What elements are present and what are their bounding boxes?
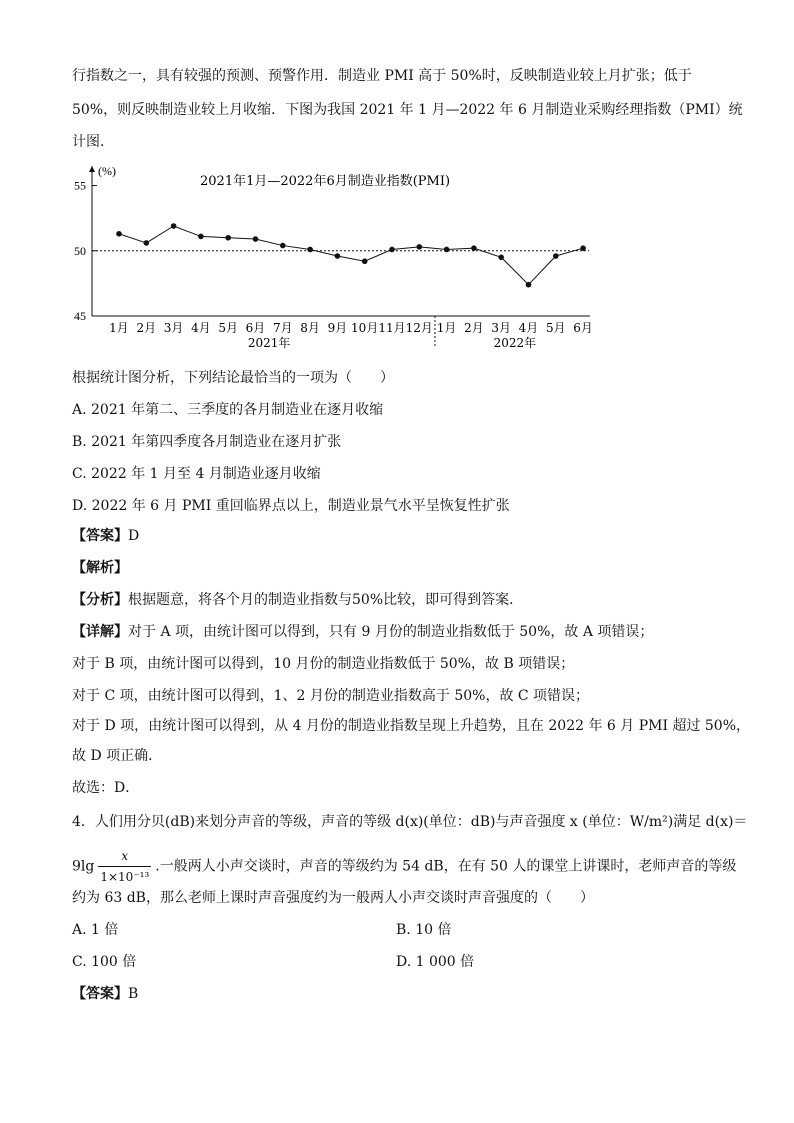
answer-value-4: B bbox=[128, 986, 139, 1002]
data-point bbox=[362, 258, 368, 264]
data-point bbox=[526, 282, 532, 288]
data-point bbox=[198, 234, 204, 240]
data-point bbox=[444, 247, 450, 253]
x-tick-label: 4月 bbox=[518, 321, 539, 335]
stem2-pre: 9lg bbox=[72, 858, 95, 875]
x-tick-label: 6月 bbox=[245, 321, 266, 335]
pmi-line-chart bbox=[60, 158, 600, 358]
question3-option-a: A. 2021 年第二、三季度的各月制造业在逐月收缩 bbox=[72, 402, 384, 418]
x-tick-label: 8月 bbox=[300, 321, 320, 335]
x-tick-label: 6月 bbox=[573, 321, 593, 335]
answer-tag: 【答案】 bbox=[72, 528, 128, 544]
data-point bbox=[171, 223, 177, 229]
data-point bbox=[417, 244, 423, 250]
question3-answer bbox=[72, 526, 139, 546]
data-point bbox=[225, 235, 231, 241]
x-tick-label: 5月 bbox=[218, 321, 239, 335]
y-tick-label: 55 bbox=[74, 178, 86, 193]
y-axis-arrow bbox=[89, 166, 95, 172]
fenxi-tag: 【分析】 bbox=[72, 592, 128, 608]
data-point bbox=[335, 253, 341, 259]
data-point bbox=[307, 247, 313, 253]
xiangjie-text-1: 对于 A 项，由统计图可以得到，只有 9 月份的制造业指数低于 50%，故 A 项错误； bbox=[128, 624, 654, 640]
x-tick-label: 9月 bbox=[327, 321, 348, 335]
fenxi-text: 根据题意，将各个月的制造业指数与50%比较，即可得到答案． bbox=[128, 592, 524, 608]
question3-xiangjie-5: 故 D 项正确． bbox=[72, 748, 163, 764]
data-point bbox=[553, 253, 559, 259]
question3-option-c: C. 2022 年 1 月至 4 月制造业逐月收缩 bbox=[72, 466, 321, 482]
x-tick-label: 1月 bbox=[436, 321, 457, 335]
x-tick-label: 5月 bbox=[545, 321, 566, 335]
intro-line-1: 行指数之一，具有较强的预测、预警作用．制造业 PMI 高于 50%时，反映制造业较上月扩张；低于 bbox=[72, 68, 692, 84]
x-tick-label: 2月 bbox=[464, 321, 484, 335]
year-label-2022: 2022年 bbox=[493, 336, 537, 350]
question3-fenxi bbox=[72, 590, 523, 610]
answer-tag-4: 【答案】 bbox=[72, 986, 128, 1002]
question3-stem: 根据统计图分析，下列结论最恰当的一项为（ ） bbox=[72, 370, 394, 386]
question3-option-b: B. 2021 年第四季度各月制造业在逐月扩张 bbox=[72, 434, 342, 450]
x-tick-label: 1月 bbox=[109, 321, 129, 335]
answer-value: D bbox=[128, 528, 140, 544]
x-tick-label: 11月 bbox=[378, 321, 406, 335]
fraction-denominator: 1×10⁻¹³ bbox=[100, 870, 150, 884]
y-axis-label: (%) bbox=[98, 164, 116, 178]
intro-line-3: 计图． bbox=[72, 134, 114, 150]
question4-option-c: C. 100 倍 bbox=[72, 954, 137, 970]
x-tick-label: 12月 bbox=[405, 321, 433, 335]
x-tick-label: 10月 bbox=[351, 321, 379, 335]
year-label-2021: 2021年 bbox=[247, 336, 291, 350]
stem2-post: .一般两人小声交谈时，声音的等级约为 54 dB，在有 50 人的课堂上讲课时，老师声音的等级 bbox=[155, 858, 737, 875]
x-tick-label: 4月 bbox=[191, 321, 211, 335]
question3-xiangjie-4: 对于 D 项，由统计图可以得到，从 4 月份的制造业指数呈现上升趋势，且在 2022 年 6 月 PMI 超过 50%， bbox=[72, 718, 751, 734]
data-point bbox=[498, 255, 504, 261]
question3-xiangjie-1 bbox=[72, 622, 653, 642]
question3-xiangjie-3: 对于 C 项，由统计图可以得到，1、2 月份的制造业指数高于 50%，故 C 项错误； bbox=[72, 688, 590, 704]
question4-option-a: A. 1 倍 bbox=[72, 922, 119, 938]
question4-stem-1: 4．人们用分贝(dB)来划分声音的等级，声音的等级 d(x)(单位：dB)与声音强度 x (单位：W/m²)满足 d(x)＝ bbox=[72, 814, 748, 830]
data-point bbox=[389, 247, 395, 253]
question4-option-d: D. 1 000 倍 bbox=[396, 954, 475, 970]
pmi-series-line bbox=[119, 226, 583, 285]
x-tick-label: 3月 bbox=[163, 321, 184, 335]
data-point bbox=[144, 240, 150, 246]
fraction bbox=[98, 846, 151, 887]
chart-title: 2021年1月—2022年6月制造业指数(PMI) bbox=[200, 174, 451, 189]
xiangjie-tag: 【详解】 bbox=[72, 624, 128, 640]
x-tick-label: 3月 bbox=[491, 321, 512, 335]
question3-xiangjie-2: 对于 B 项，由统计图可以得到，10 月份的制造业指数低于 50%，故 B 项错误； bbox=[72, 656, 575, 672]
question3-analysis-tag: 【解析】 bbox=[72, 560, 128, 576]
question4-stem-3: 约为 63 dB，那么老师上课时声音强度约为一般两人小声交谈时声音强度的（ ） bbox=[72, 890, 594, 906]
question4-answer bbox=[72, 984, 138, 1004]
intro-line-2: 50%，则反映制造业较上月收缩．下图为我国 2021 年 1 月—2022 年 6 月制造业采购经理指数（PMI）统 bbox=[72, 102, 743, 118]
data-point bbox=[471, 245, 477, 251]
question4-stem-2 bbox=[72, 846, 736, 887]
data-point bbox=[116, 231, 122, 237]
question4-option-b: B. 10 倍 bbox=[396, 922, 452, 938]
data-point bbox=[253, 236, 259, 242]
data-point bbox=[580, 245, 586, 251]
question3-option-d: D. 2022 年 6 月 PMI 重回临界点以上，制造业景气水平呈恢复性扩张 bbox=[72, 498, 510, 514]
x-tick-label: 2月 bbox=[136, 321, 157, 335]
x-tick-label: 7月 bbox=[272, 321, 293, 335]
data-point bbox=[280, 243, 286, 249]
y-tick-label: 50 bbox=[74, 243, 86, 258]
question3-conclusion: 故选：D． bbox=[72, 780, 140, 796]
fraction-numerator: x bbox=[98, 846, 151, 867]
y-tick-label: 45 bbox=[74, 309, 86, 323]
